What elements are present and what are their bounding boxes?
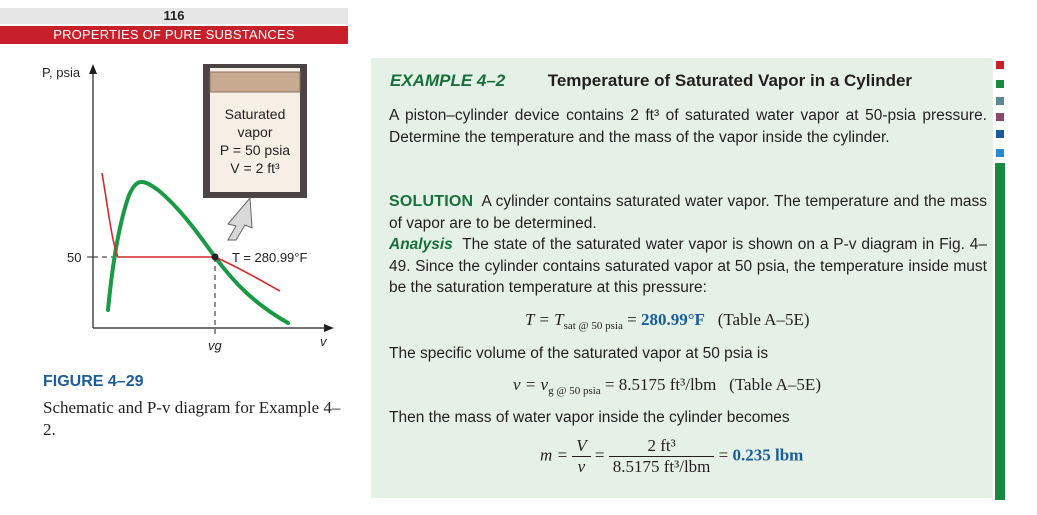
eq2-rhs: = 8.5175 ft³/lbm bbox=[600, 375, 717, 394]
problem-statement: A piston–cylinder device contains 2 ft³ of saturated water vapor at 50-psia pressure. Determine the temperature and the mass of the vapor inside the cylinder. bbox=[389, 107, 987, 146]
cylinder-text-2: vapor bbox=[237, 124, 273, 140]
analysis-keyword: Analysis bbox=[389, 236, 453, 253]
specific-volume-line: The specific volume of the saturated vapor at 50 psia is bbox=[389, 345, 769, 362]
eq3-result: 0.235 lbm bbox=[732, 445, 804, 465]
color-square-red bbox=[996, 61, 1004, 69]
eq3-lhs: m = bbox=[540, 445, 573, 465]
color-square-purple bbox=[996, 113, 1004, 121]
isotherm-label: T = 280.99°F bbox=[232, 250, 308, 265]
solution-text: A cylinder contains saturated water vapor. The temperature and the mass of vapor are to be determined. bbox=[389, 193, 987, 232]
chapter-title: PROPERTIES OF PURE SUBSTANCES bbox=[0, 26, 348, 44]
color-square-blue bbox=[996, 130, 1004, 138]
solution-paragraph bbox=[389, 191, 987, 234]
eq1-lhs: T = T bbox=[525, 310, 564, 329]
eq3-fraction-2 bbox=[609, 436, 715, 477]
eq1-ref: (Table A–5E) bbox=[717, 310, 810, 329]
eq3-frac1-num: V bbox=[572, 436, 590, 457]
pointer-arrow bbox=[228, 198, 252, 240]
cylinder-text-1: Saturated bbox=[224, 106, 286, 122]
eq3-fraction-1 bbox=[572, 436, 590, 477]
eq1-result: 280.99°F bbox=[641, 310, 705, 329]
page-number: 116 bbox=[0, 8, 348, 24]
example-heading bbox=[390, 71, 912, 91]
eq3-frac2-den: 8.5175 ft³/lbm bbox=[612, 457, 711, 476]
eq3-equals-1: = bbox=[590, 445, 609, 465]
pv-diagram bbox=[40, 58, 345, 358]
side-bar bbox=[995, 163, 1005, 500]
equation-temperature bbox=[525, 310, 810, 332]
equation-mass bbox=[540, 436, 803, 477]
x-axis-label: v bbox=[320, 334, 327, 349]
cylinder-text-4: V = 2 ft³ bbox=[230, 160, 280, 176]
eq2-sub: g @ 50 psia bbox=[548, 385, 601, 397]
analysis-paragraph bbox=[389, 234, 987, 299]
eq3-equals-2: = bbox=[714, 445, 733, 465]
figure-caption: Schematic and P-v diagram for Example 4–2. bbox=[43, 398, 341, 439]
solution-keyword: SOLUTION bbox=[389, 193, 474, 210]
analysis-text: The state of the saturated water vapor is shown on a P-v diagram in Fig. 4–49. Since the cylinder contains saturated vapor at 50 psia, the temperature inside must be the saturation temperature at this pressure: bbox=[389, 236, 987, 296]
eq2-ref: (Table A–5E) bbox=[729, 375, 821, 394]
piston-cylinder bbox=[203, 64, 307, 198]
example-title: Temperature of Saturated Vapor in a Cylinder bbox=[547, 71, 913, 90]
color-square-green bbox=[996, 80, 1004, 88]
eq1-equals: = bbox=[622, 310, 641, 329]
color-square-teal bbox=[996, 97, 1004, 105]
y-axis-label: P, psia bbox=[42, 65, 81, 80]
equation-specific-volume bbox=[513, 375, 821, 397]
eq3-frac2-num: 2 ft³ bbox=[609, 436, 715, 457]
example-number: EXAMPLE 4–2 bbox=[390, 71, 506, 90]
eq3-frac1-den: v bbox=[577, 457, 586, 476]
cylinder-text-3: P = 50 psia bbox=[219, 142, 291, 158]
figure-label: FIGURE 4–29 bbox=[43, 373, 144, 390]
y-tick-50: 50 bbox=[67, 250, 82, 265]
vg-marker: vg bbox=[208, 338, 222, 353]
state-point bbox=[212, 254, 219, 261]
piston bbox=[210, 72, 300, 92]
color-square-lightblue bbox=[996, 149, 1004, 157]
mass-line: Then the mass of water vapor inside the cylinder becomes bbox=[389, 409, 790, 426]
eq2-lhs: v = v bbox=[513, 375, 549, 394]
eq1-sub: sat @ 50 psia bbox=[563, 320, 623, 332]
